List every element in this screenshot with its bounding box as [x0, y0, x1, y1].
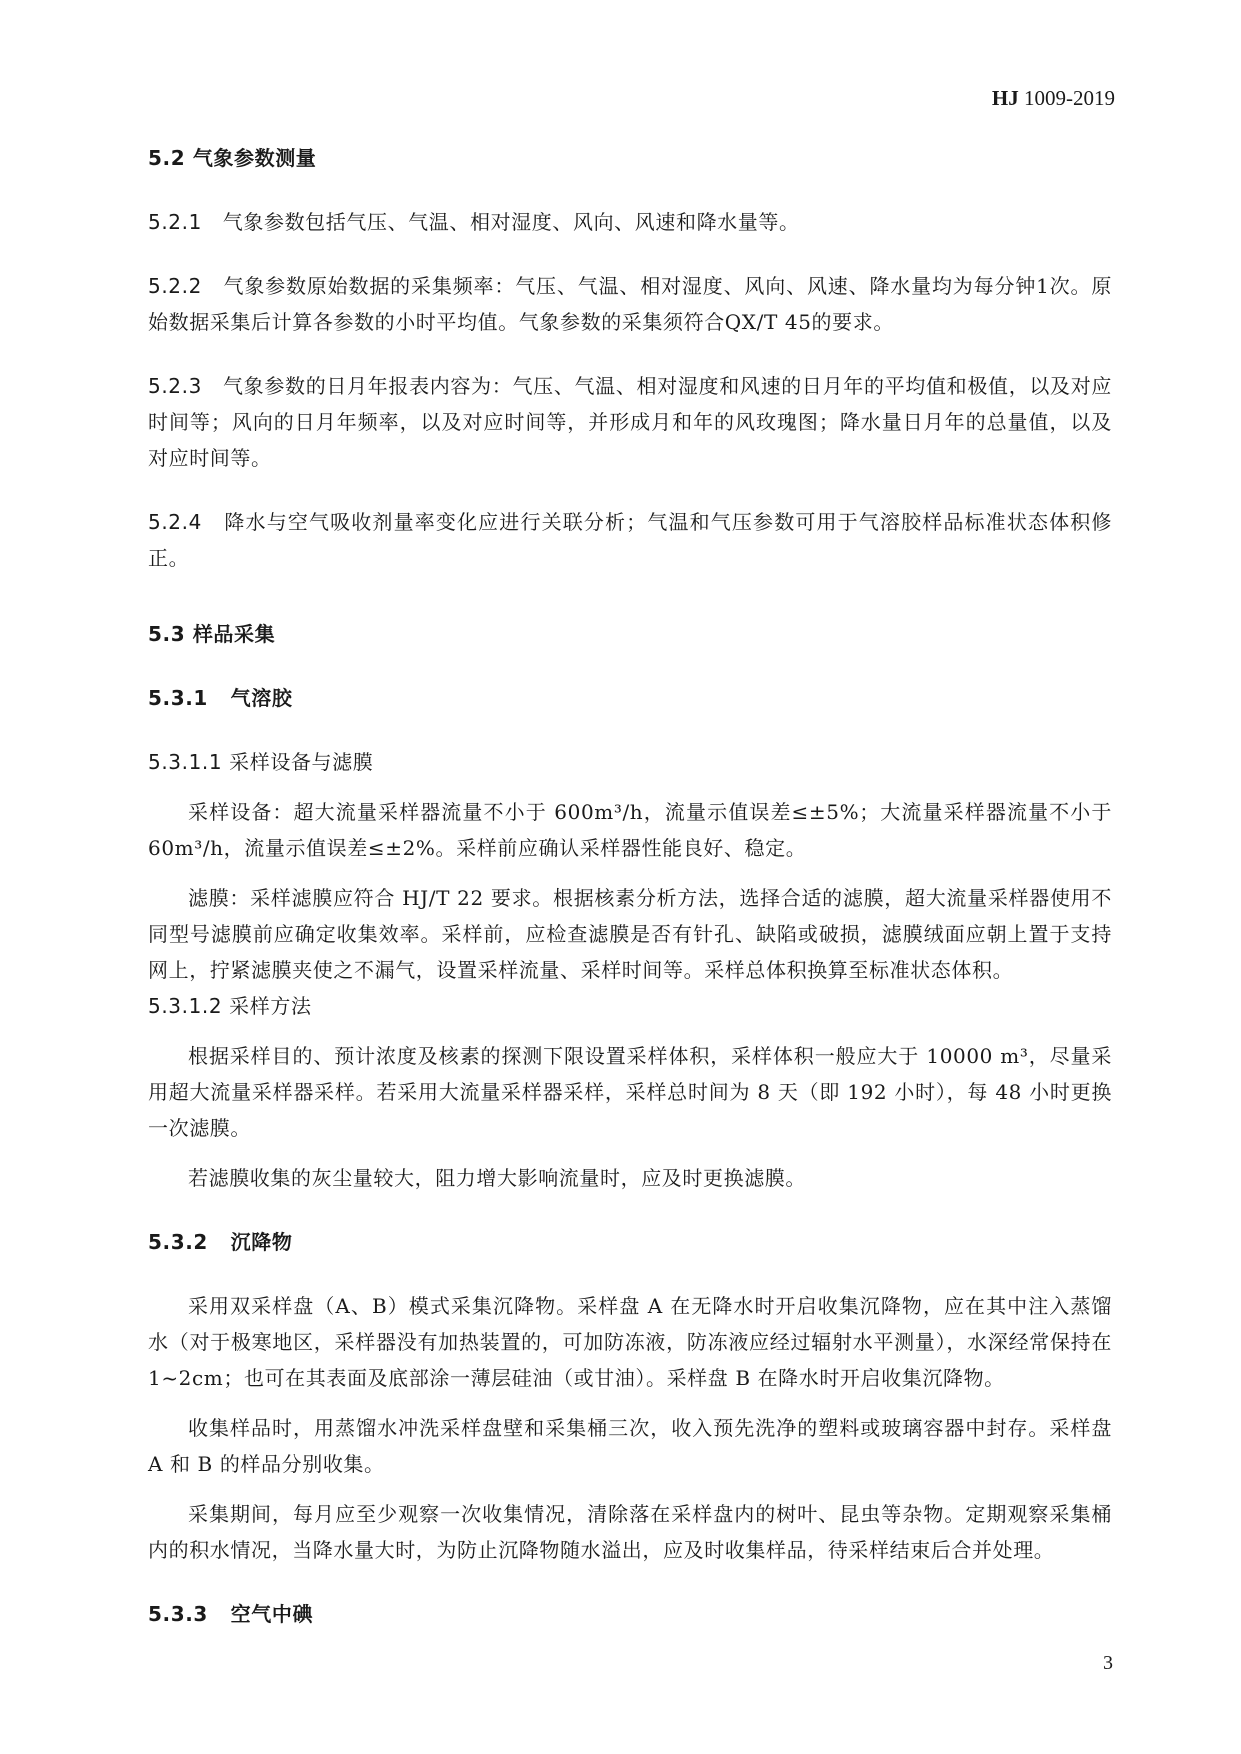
section-title: 采样设备与滤膜: [229, 750, 374, 774]
standard-code: HJ: [991, 86, 1019, 110]
clause-number: 5.2.1: [148, 210, 202, 234]
page-number: 3: [1103, 1652, 1113, 1674]
clause-text: 气象参数包括气压、气温、相对湿度、风向、风速和降水量等。: [222, 210, 800, 234]
paragraph-filter-replacement: 若滤膜收集的灰尘量较大，阻力增大影响流量时，应及时更换滤膜。: [188, 1166, 806, 1190]
section-heading-5-3: [148, 616, 1112, 652]
section-title: 空气中碘: [230, 1602, 314, 1626]
section-title: 气溶胶: [230, 686, 293, 710]
section-title: 采样方法: [229, 994, 312, 1018]
section-number: 5.3.2: [148, 1230, 208, 1254]
clause-text: 气象参数原始数据的采集频率：气压、气温、相对湿度、风向、风速、降水量均为每分钟1次。原始数据采集后计算各参数的小时平均值。气象参数的采集须符合QX/T 45的要求。: [148, 274, 1112, 334]
section-number: 5.3.1.1: [148, 750, 223, 774]
paragraph-sampling-equipment: 采样设备：超大流量采样器流量不小于 600m³/h，流量示值误差≤±5%；大流量采样器流量不小于 60m³/h，流量示值误差≤±2%。采样前应确认采样器性能良好、稳定。: [148, 800, 1112, 860]
section-title: 气象参数测量: [192, 146, 317, 170]
paragraph-filter-membrane: 滤膜：采样滤膜应符合 HJ/T 22 要求。根据核素分析方法，选择合适的滤膜，超大流量采样器使用不同型号滤膜前应确定收集效率。采样前，应检查滤膜是否有针孔、缺陷或破损，滤膜绒面应朝上置于支持网上，拧紧滤膜夹使之不漏气，设置采样流量、采样时间等。采样总体积换算至标准状态体积。: [148, 886, 1112, 982]
clause-5-2-1: [148, 204, 1112, 240]
section-title: 沉降物: [230, 1230, 293, 1254]
clause-5-2-4: [148, 504, 1112, 576]
paragraph-collection-period: 采集期间，每月应至少观察一次收集情况，清除落在采样盘内的树叶、昆虫等杂物。定期观察采集桶内的积水情况，当降水量大时，为防止沉降物随水溢出，应及时收集样品，待采样结束后合并处理。: [148, 1502, 1112, 1562]
section-number: 5.3: [148, 622, 186, 646]
clause-5-2-2: [148, 268, 1112, 340]
section-heading-5-3-1: [148, 680, 1112, 716]
standard-number: 1009-2019: [1024, 86, 1115, 110]
paragraph-sample-collection: 收集样品时，用蒸馏水冲洗采样盘壁和采集桶三次，收入预先洗净的塑料或玻璃容器中封存。采样盘 A 和 B 的样品分别收集。: [148, 1416, 1112, 1476]
clause-text: 降水与空气吸收剂量率变化应进行关联分析；气温和气压参数可用于气溶胶样品标准状态体积修正。: [148, 510, 1112, 570]
document-body: [148, 140, 1112, 1632]
section-heading-5-2: [148, 140, 1112, 176]
section-number: 5.3.1: [148, 686, 208, 710]
section-number: 5.3.3: [148, 1602, 208, 1626]
section-heading-5-3-3: [148, 1596, 1112, 1632]
section-number: 5.2: [148, 146, 186, 170]
page-header: [992, 86, 1115, 111]
section-heading-5-3-2: [148, 1224, 1112, 1260]
clause-number: 5.2.4: [148, 510, 202, 534]
clause-5-2-3: [148, 368, 1112, 476]
paragraph-deposition-method: 采用双采样盘（A、B）模式采集沉降物。采样盘 A 在无降水时开启收集沉降物，应在其中注入蒸馏水（对于极寒地区，采样器没有加热装置的，可加防冻液，防冻液应经过辐射水平测量），水深经常保持在 1~2cm；也可在其表面及底部涂一薄层硅油（或甘油）。采样盘 B 在降水时开启收集沉降物。: [148, 1294, 1112, 1390]
clause-number: 5.2.3: [148, 374, 202, 398]
section-heading-5-3-1-1: [148, 744, 1112, 780]
clause-number: 5.2.2: [148, 274, 202, 298]
section-number: 5.3.1.2: [148, 994, 223, 1018]
clause-text: 气象参数的日月年报表内容为：气压、气温、相对湿度和风速的日月年的平均值和极值，以及对应时间等；风向的日月年频率，以及对应时间等，并形成月和年的风玫瑰图；降水量日月年的总量值，以及对应时间等。: [148, 374, 1112, 470]
paragraph-sampling-method: 根据采样目的、预计浓度及核素的探测下限设置采样体积，采样体积一般应大于 10000 m³，尽量采用超大流量采样器采样。若采用大流量采样器采样，采样总时间为 8 天（即 192 小时），每 48 小时更换一次滤膜。: [148, 1044, 1112, 1140]
section-title: 样品采集: [192, 622, 276, 646]
section-heading-5-3-1-2: [148, 988, 1112, 1024]
